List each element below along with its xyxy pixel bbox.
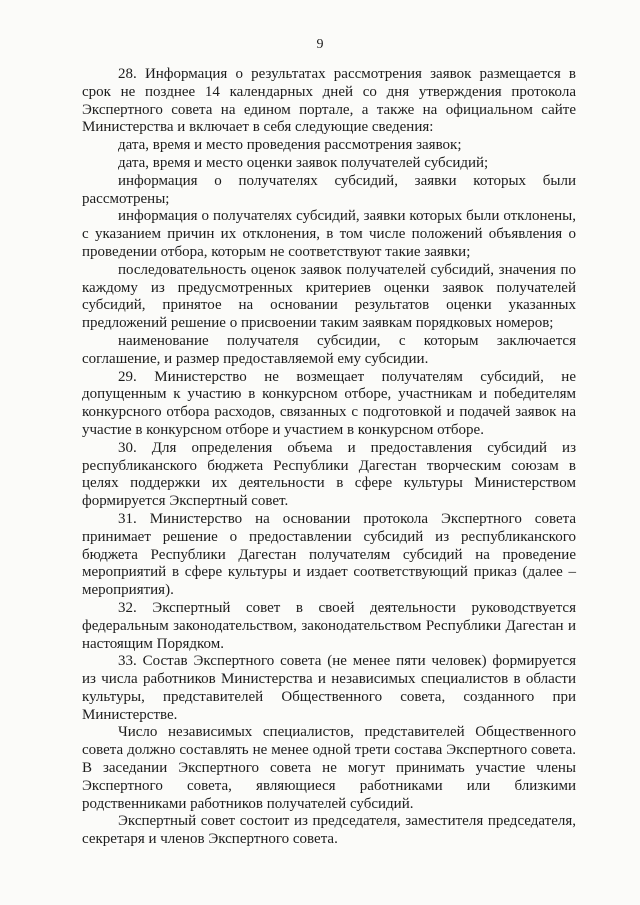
page-number: 9 bbox=[316, 37, 324, 52]
list-item: наименование получателя субсидии, с которым заключается соглашение, и размер предоставляемой ему субсидии. bbox=[82, 332, 576, 367]
document-body bbox=[82, 66, 576, 849]
paragraph-31: 31. Министерство на основании протокола Экспертного совета принимает решение о предоставлении субсидий из республиканского бюджета Республики Дагестан получателям субсидий на проведение мероприятий в сфере культуры и издает соответствующий приказ (далее – мероприятия). bbox=[82, 510, 576, 599]
paragraph-33: 33. Состав Экспертного совета (не менее пяти человек) формируется из числа работников Министерства и независимых специалистов в области культуры, представителей Общественного совета, созданного при Министерстве. bbox=[82, 653, 576, 723]
list-item: последовательность оценок заявок получателей субсидий, значения по каждому из предусмотренных критериев оценки заявок получателей субсидий, принятое на основании результатов оценки указанных предложений решение о присвоении таким заявкам порядковых номеров; bbox=[82, 261, 576, 332]
paragraph-28: 28. Информация о результатах рассмотрения заявок размещается в срок не позднее 14 календарных дней со дня утверждения протокола Экспертного совета на едином портале, а также на официальном сайте Министерства и включает в себя следующие сведения: bbox=[82, 66, 576, 136]
list-item: информация о получателях субсидий, заявки которых были рассмотрены; bbox=[82, 172, 576, 207]
paragraph-expert-council-composition: Экспертный совет состоит из председателя, заместителя председателя, секретаря и членов Экспертного совета. bbox=[82, 813, 576, 848]
paragraph-29: 29. Министерство не возмещает получателям субсидий, не допущенным к участию в конкурсном отборе, участникам и победителям конкурсного отбора расходов, связанных с подготовкой и подачей заявок на участие в конкурсном отборе и участием в конкурсном отборе. bbox=[82, 368, 576, 438]
list-item: информация о получателях субсидий, заявки которых были отклонены, с указанием причин их отклонения, в том числе положений объявления о проведении отбора, которым не соответствуют такие заявки; bbox=[82, 208, 576, 260]
paragraph-30: 30. Для определения объема и предоставления субсидий из республиканского бюджета Республики Дагестан творческим союзам в целях поддержки их деятельности в сфере культуры Министерством формируется Экспертный совет. bbox=[82, 439, 576, 510]
paragraph-32: 32. Экспертный совет в своей деятельности руководствуется федеральным законодательством, законодательством Республики Дагестан и настоящим Порядком. bbox=[82, 599, 576, 652]
list-item: дата, время и место оценки заявок получателей субсидий; bbox=[118, 154, 489, 171]
paragraph-33-continued: Число независимых специалистов, представителей Общественного совета должно составлять не менее одной трети состава Экспертного совета. В заседании Экспертного совета не могут принимать участие члены Экспертного совета, являющиеся работниками или близкими родственниками работников получателей субсидий. bbox=[82, 724, 576, 812]
list-item: дата, время и место проведения рассмотрения заявок; bbox=[118, 137, 462, 154]
